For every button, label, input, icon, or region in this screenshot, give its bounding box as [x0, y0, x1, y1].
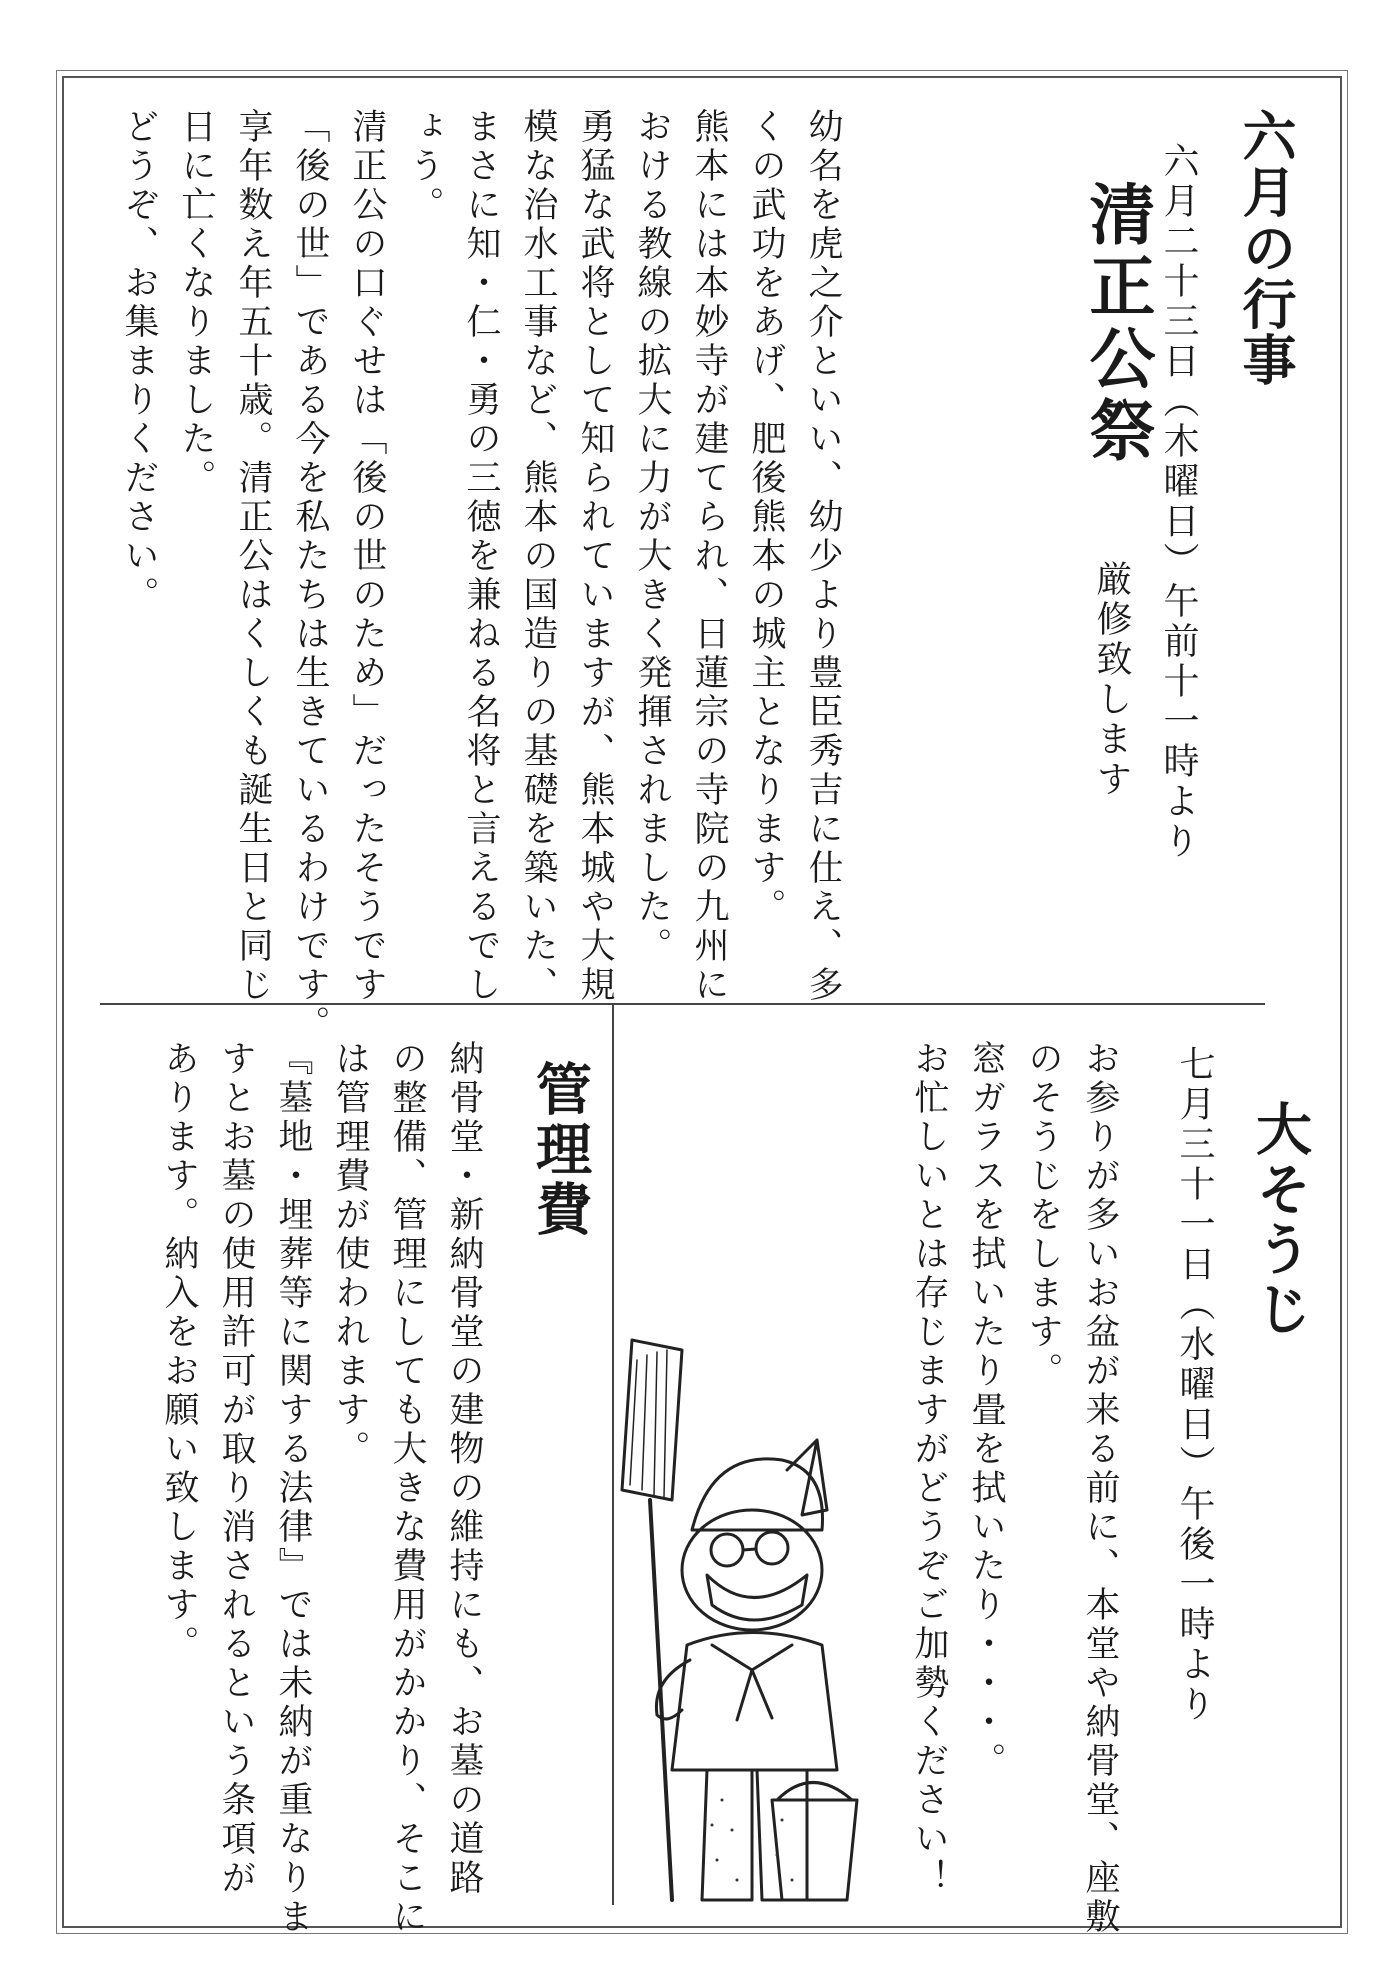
- cleaning-body-text: [900, 1040, 1128, 1937]
- bucket: [772, 1800, 857, 1900]
- body-line: すとお墓の使用許可が取り消されるという条項が: [216, 1040, 256, 1898]
- glasses-right: [756, 1532, 788, 1564]
- body-line: くの武功をあげ、肥後熊本の城主となります。: [746, 108, 786, 927]
- body-line: の整備、管理にしても大きな費用がかかり、そこに: [387, 1040, 427, 1937]
- body-line: あります。納入をお願い致します。: [159, 1040, 199, 1664]
- body-line: お忙しいとは存じますがどうぞご加勢ください！: [909, 1040, 949, 1898]
- broom-handle: [650, 1500, 672, 1900]
- body-line: どうぞ、お集まりください。: [119, 108, 159, 615]
- event-name-title: 清正公祭: [1078, 180, 1156, 468]
- body-line: おける教線の拡大に力が大きく発揮されました。: [632, 108, 672, 966]
- cleaning-figure-illustration: [612, 1300, 862, 1910]
- bucket-handle: [777, 1783, 852, 1801]
- body-line: 「後の世」である今を私たちは生きているわけです。: [290, 108, 330, 1044]
- glasses-left: [711, 1534, 743, 1566]
- june-section-title: 六月の行事: [1234, 108, 1298, 388]
- body-line: 『墓地・埋葬等に関する法律』では未納が重なりま: [273, 1040, 313, 1937]
- body-line: 納骨堂・新納骨堂の建物の維持にも、お墓の道路: [444, 1040, 484, 1898]
- body-line: は管理費が使われます。: [330, 1040, 370, 1469]
- body-line: 幼名を虎之介といい、幼少より豊臣秀吉に仕え、多: [803, 108, 843, 1005]
- figure-scarf: [712, 1645, 792, 1720]
- june-body-text: [110, 108, 851, 1044]
- body-line: ょう。: [404, 108, 444, 225]
- body-line: のそうじをします。: [1023, 1040, 1063, 1391]
- management-fee-body-text: [150, 1040, 492, 1937]
- body-line: 窓ガラスを拭いたり畳を拭いたり・・・。: [966, 1040, 1006, 1781]
- body-line: 模な治水工事など、熊本の国造りの基礎を築いた、: [518, 108, 558, 1005]
- body-line: 享年数え年五十歳。清正公はくしくも誕生日と同じ: [233, 108, 273, 1005]
- body-line: 熊本には本妙寺が建てられ、日蓮宗の寺院の九州に: [689, 108, 729, 1005]
- face-mask: [707, 1575, 807, 1620]
- body-line: 清正公の口ぐせは「後の世のため」だったそうです: [347, 108, 387, 1005]
- figure-face: [682, 1510, 822, 1630]
- management-fee-title: 管理費: [527, 1060, 593, 1240]
- figure-body: [672, 1633, 837, 1771]
- horizontal-divider: [100, 1003, 1265, 1005]
- cleaning-title: 大そうじ: [1247, 1100, 1313, 1340]
- cleaning-date-line: 七月三十一日（水曜日）午後一時より: [1174, 1045, 1215, 1725]
- ceremony-line: 厳修致します: [1091, 560, 1132, 800]
- body-line: まさに知・仁・勇の三徳を兼ねる名将と言えるでし: [461, 108, 501, 1005]
- body-line: 勇猛な武将として知られていますが、熊本城や大規: [575, 108, 615, 1005]
- june-date-line: 六月二十三日（木曜日）午前十一時より: [1158, 142, 1199, 862]
- body-line: 日に亡くなりました。: [176, 108, 216, 498]
- body-line: お参りが多いお盆が来る前に、本堂や納骨堂、座敷: [1080, 1040, 1120, 1937]
